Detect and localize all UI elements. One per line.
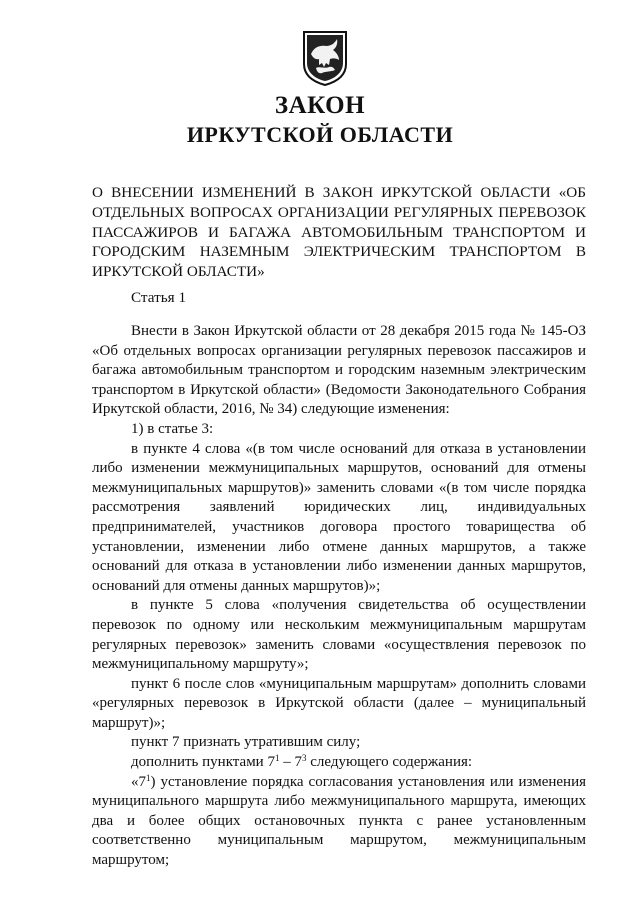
paragraph-point-5: в пункте 5 слова «получения свидетельства об осуществлении перевозок по одному или нескольким межмуниципальным маршрутам регулярных перевозок» заменить словами «осуществления перевозок по межмуниципальному маршруту»;	[92, 597, 586, 673]
superscript: 1	[146, 772, 151, 783]
law-heading: О ВНЕСЕНИИ ИЗМЕНЕНИЙ В ЗАКОН ИРКУТСКОЙ ОБЛАСТИ «ОБ ОТДЕЛЬНЫХ ВОПРОСАХ ОРГАНИЗАЦИИ РЕГУЛЯРНЫХ ПЕРЕВОЗОК ПАССАЖИРОВ И БАГАЖА АВТОМОБИЛЬНЫМ ТРАНСПОРТОМ И ГОРОДСКИМ НАЗЕМНЫМ ЭЛЕКТРИЧЕСКИМ ТРАНСПОРТОМ В ИРКУТСКОЙ ОБЛАСТИ»	[92, 184, 586, 281]
coat-of-arms-icon	[302, 30, 348, 86]
text-fragment: следующего содержания:	[306, 754, 473, 771]
paragraph-point-6: пункт 6 после слов «муниципальным маршрутам» дополнить словами «регулярных перевозок в Иркутской области (далее – муниципальный маршрут)»;	[92, 675, 586, 731]
superscript: 3	[301, 753, 307, 764]
paragraph-item-1: 1) в статье 3:	[131, 420, 214, 437]
region-title: ИРКУТСКОЙ ОБЛАСТИ	[186, 122, 454, 147]
law-title: ЗАКОН	[274, 92, 366, 119]
paragraph-point-4: в пункте 4 слова «(в том числе оснований для отказа в установлении либо изменении межмуниципальных маршрутов, оснований для отмены межмуниципальных маршрутов)» заменить словами «(в том числе порядка рассмотрения заявлений юридических лиц, индивидуальных предпринимателей, участников договора простого товарищества об установлении, изменении либо отмене данных маршрутов, а также оснований для отказа в установлении либо изменении данных маршрутов, оснований для отмены данных маршрутов)»;	[92, 440, 586, 594]
superscript: 1	[274, 753, 280, 764]
law-body	[92, 322, 586, 871]
paragraph-intro: Внести в Закон Иркутской области от 28 декабря 2015 года № 145-ОЗ «Об отдельных вопросах организации регулярных перевозок пассажиров и багажа автомобильным транспортом и городским наземным электрическим транспортом в Иркутской области» (Ведомости Законодательного Собрания Иркутской области, 2016, № 34) следующие изменения:	[92, 323, 586, 418]
article-number: Статья 1	[131, 289, 187, 306]
text-fragment: ) установление порядка согласования установления или изменения муниципального маршрута либо межмуниципального маршрута, имеющих два и более общих остановочных пункта с ранее установленным соответственно муниципальным маршрутом, межмуниципальным маршрутом;	[92, 773, 586, 869]
paragraph-point-7-1	[92, 773, 586, 871]
paragraph-point-7: пункт 7 признать утратившим силу;	[131, 734, 361, 751]
text-fragment: дополнить пунктами 7	[131, 754, 275, 771]
paragraph-add-points	[92, 753, 586, 773]
text-fragment: – 7	[279, 754, 302, 771]
text-fragment: «7	[131, 773, 146, 790]
